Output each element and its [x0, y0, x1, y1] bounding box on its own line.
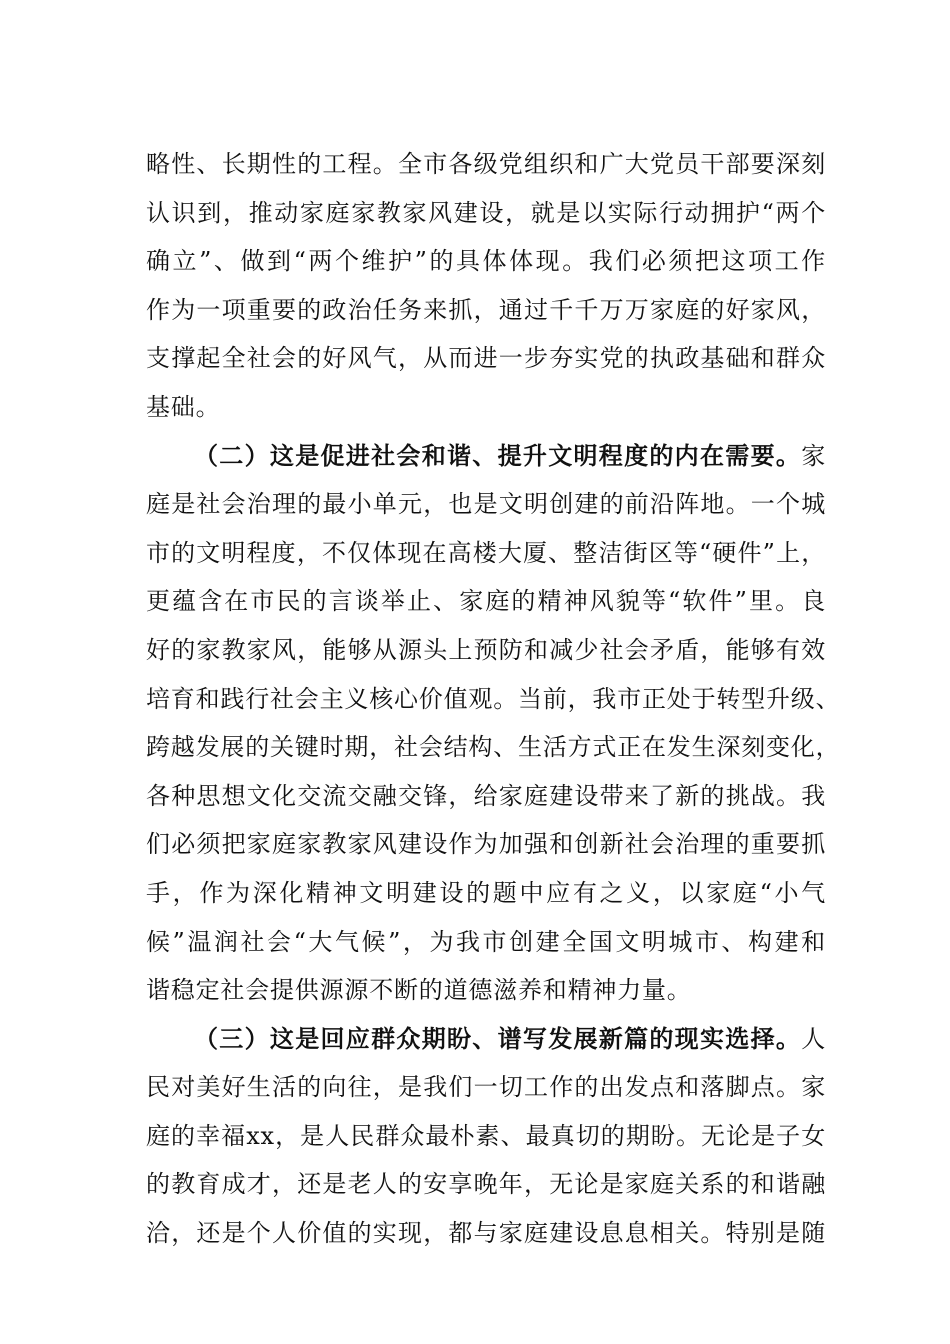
paragraph-line: 洽，还是个人价值的实现，都与家庭建设息息相关。特别是随	[146, 1219, 826, 1248]
paragraph-line: 的教育成才，还是老人的安享晚年，无论是家庭关系的和谐融	[146, 1170, 826, 1199]
paragraph-line: 们必须把家庭家教家风建设作为加强和创新社会治理的重要抓	[146, 830, 826, 859]
paragraph-line: 庭是社会治理的最小单元，也是文明创建的前沿阵地。一个城	[146, 490, 826, 519]
paragraph-line: 庭的幸福xx，是人民群众最朴素、最真切的期盼。无论是子女	[146, 1121, 826, 1150]
paragraph-line: 手，作为深化精神文明建设的题中应有之义，以家庭“小气	[146, 878, 826, 907]
paragraph-line: 好的家教家风，能够从源头上预防和减少社会矛盾，能够有效	[146, 635, 826, 664]
paragraph-line: 略性、长期性的工程。全市各级党组织和广大党员干部要深刻	[146, 150, 826, 178]
paragraph-line: 跨越发展的关键时期，社会结构、生活方式正在发生深刻变化，	[146, 733, 841, 762]
paragraph-line: 培育和践行社会主义核心价值观。当前，我市正处于转型升级、	[146, 684, 841, 713]
paragraph-text: 人	[801, 1024, 826, 1053]
paragraph-text: 家	[801, 441, 826, 470]
paragraph-line: 各种思想文化交流交融交锋，给家庭建设带来了新的挑战。我	[146, 781, 826, 810]
section-heading: （三）这是回应群众期盼、谱写发展新篇的现实选择。	[194, 1023, 802, 1053]
paragraph-line: 谐稳定社会提供源源不断的道德滋养和精神力量。	[146, 976, 692, 1005]
document-body	[146, 140, 841, 1258]
paragraph-line: 基础。	[146, 392, 221, 421]
section-heading: （二）这是促进社会和谐、提升文明程度的内在需要。	[194, 440, 802, 470]
paragraph-line: 作为一项重要的政治任务来抓，通过千千万万家庭的好家风，	[146, 295, 826, 324]
paragraph-line: 市的文明程度，不仅体现在高楼大厦、整洁街区等“硬件”上，	[146, 538, 826, 567]
paragraph-line: 民对美好生活的向往，是我们一切工作的出发点和落脚点。家	[146, 1073, 826, 1102]
section-heading-line	[146, 1015, 826, 1064]
paragraph-line: 认识到，推动家庭家教家风建设，就是以实际行动拥护“两个	[146, 198, 826, 227]
paragraph-line: 确立”、做到“两个维护”的具体体现。我们必须把这项工作	[146, 247, 826, 276]
paragraph-line: 候”温润社会“大气候”，为我市创建全国文明城市、构建和	[146, 927, 826, 956]
paragraph-line: 更蕴含在市民的言谈举止、家庭的精神风貌等“软件”里。良	[146, 587, 826, 616]
section-heading-line	[146, 432, 826, 481]
paragraph-line: 支撑起全社会的好风气，从而进一步夯实党的执政基础和群众	[146, 344, 826, 373]
